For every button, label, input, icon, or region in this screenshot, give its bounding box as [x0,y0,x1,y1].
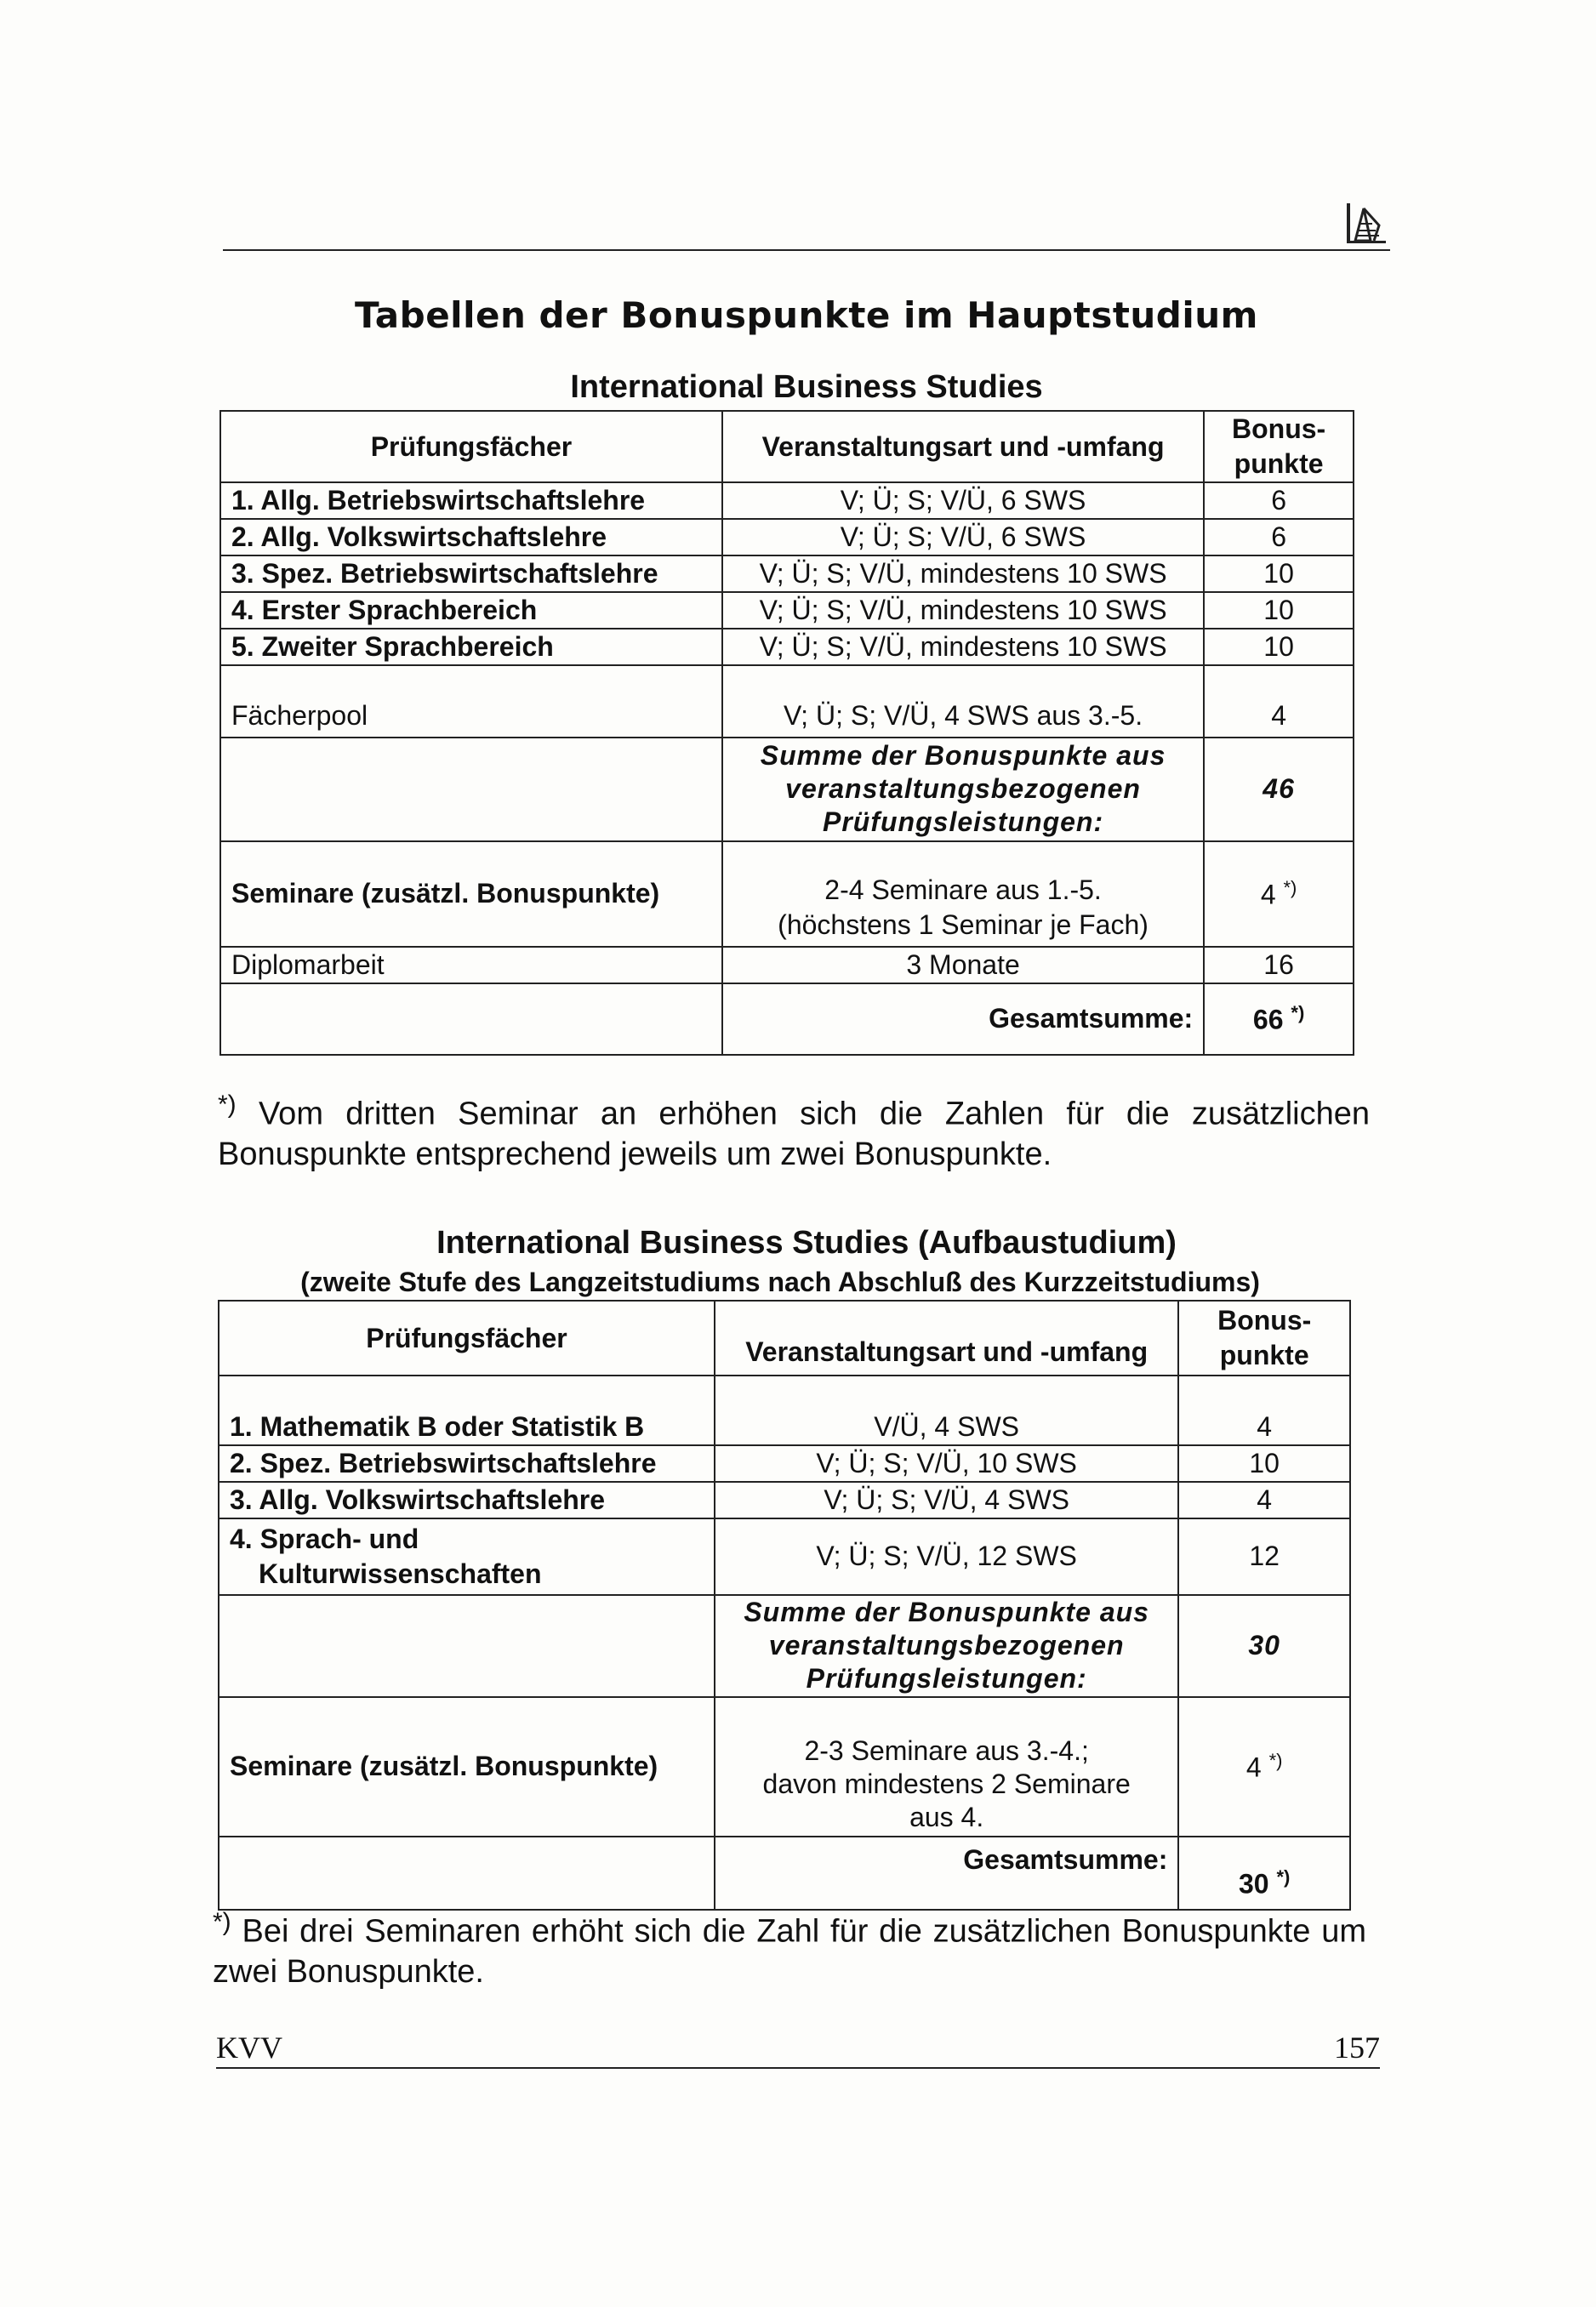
empty-cell [219,1595,715,1697]
seminar-row [220,841,1354,947]
footnote-mark: *) [1283,876,1297,898]
type-cell [722,841,1204,947]
subject-cell: Seminare (zusätzl. Bonuspunkte) [220,841,722,947]
type-cell: V; Ü; S; V/Ü, mindestens 10 SWS [722,592,1204,629]
type-cell: V; Ü; S; V/Ü, 6 SWS [722,482,1204,519]
subject-cell: Diplomarbeit [220,947,722,983]
table2-header-points: Bonus-punkte [1178,1301,1350,1376]
bonus-table-2 [218,1300,1351,1911]
table-row [220,519,1354,555]
sum-value: 46 [1204,738,1354,841]
type-cell: V; Ü; S; V/Ü, 4 SWS [715,1482,1178,1518]
sum-row [220,738,1354,841]
points-cell: 10 [1204,629,1354,665]
seminar-row [219,1697,1350,1837]
table1-header-points: Bonus-punkte [1204,411,1354,482]
points-cell [1204,841,1354,947]
tower-logo-icon [1345,200,1388,246]
subject-cell: 4. Erster Sprachbereich [220,592,722,629]
sum-label: Summe der Bonuspunkte aus veranstaltungsbezogenen Prüfungsleistungen: [722,738,1204,841]
total-row [220,983,1354,1055]
table-row [219,1376,1350,1445]
header-rule [223,249,1390,251]
footnote-mark: *) [213,1908,231,1936]
sum-label: Summe der Bonuspunkte aus veranstaltungsbezogenen Prüfungsleistungen: [715,1595,1178,1697]
subject-cell: 1. Allg. Betriebswirtschaftslehre [220,482,722,519]
table2-footnote [213,1906,1366,1993]
type-cell: 3 Monate [722,947,1204,983]
page-footer [216,2023,1380,2069]
points-value: 4 [1245,1752,1262,1783]
page-number: 157 [1334,2031,1380,2065]
table-row [220,947,1354,983]
empty-cell [220,738,722,841]
table1-subtitle: International Business Studies [570,369,1043,405]
type-cell: V; Ü; S; V/Ü, 12 SWS [715,1518,1178,1595]
points-cell: 10 [1204,555,1354,592]
footnote-text: Vom dritten Seminar an erhöhen sich die Zahlen für die zusätzlichen Bonuspunkte entsprechend jeweils um zwei Bonuspunkte. [218,1096,1371,1173]
table-row [219,1518,1350,1595]
empty-cell [219,1837,715,1910]
table-row [220,592,1354,629]
type-cell: V; Ü; S; V/Ü, mindestens 10 SWS [722,629,1204,665]
subject-cell: 3. Allg. Volkswirtschaftslehre [219,1482,715,1518]
points-cell: 6 [1204,519,1354,555]
points-cell: 4 [1204,665,1354,738]
table2-header-type: Veranstaltungsart und -umfang [715,1301,1178,1376]
subject-cell: 3. Spez. Betriebswirtschaftslehre [220,555,722,592]
table-row [220,482,1354,519]
subject-cell: Fächerpool [220,665,722,738]
table2-header-subjects: Prüfungsfächer [219,1301,715,1376]
subject-cell [219,1518,715,1595]
empty-cell [220,983,722,1055]
table-row [219,1445,1350,1482]
footer-label: KVV [216,2031,282,2065]
table1-header-type: Veranstaltungsart und -umfang [722,411,1204,482]
type-cell: V; Ü; S; V/Ü, 4 SWS aus 3.-5. [722,665,1204,738]
type-line: davon mindestens 2 Seminare [762,1768,1131,1799]
type-line: 2-4 Seminare aus 1.-5. [824,874,1102,905]
type-cell: V; Ü; S; V/Ü, mindestens 10 SWS [722,555,1204,592]
table-row [220,555,1354,592]
total-value: 66 [1252,1004,1284,1035]
points-cell: 4 [1178,1482,1350,1518]
subject-cell: 5. Zweiter Sprachbereich [220,629,722,665]
total-value-cell [1178,1837,1350,1910]
footnote-mark: *) [1276,1866,1291,1888]
sum-value: 30 [1178,1595,1350,1697]
total-label: Gesamtsumme: [715,1837,1178,1910]
subject-line: 4. Sprach- und [230,1523,419,1554]
table1-header-subjects: Prüfungsfächer [220,411,722,482]
table2-subtitle-2: (zweite Stufe des Langzeitstudiums nach Abschluß des Kurzzeitstudiums) [300,1267,1260,1297]
table-row [220,629,1354,665]
points-value: 4 [1260,879,1276,910]
points-cell: 10 [1204,592,1354,629]
type-line: aus 4. [909,1801,984,1832]
points-cell: 10 [1178,1445,1350,1482]
total-value-cell [1204,983,1354,1055]
type-cell [715,1697,1178,1837]
table2-subtitle: International Business Studies (Aufbaustudium) [436,1225,1177,1261]
points-cell [1178,1697,1350,1837]
total-label: Gesamtsumme: [722,983,1204,1055]
type-cell: V; Ü; S; V/Ü, 6 SWS [722,519,1204,555]
type-cell: V; Ü; S; V/Ü, 10 SWS [715,1445,1178,1482]
page-title: Tabellen der Bonuspunkte im Hauptstudium [355,294,1258,336]
points-cell: 4 [1178,1376,1350,1445]
points-cell: 6 [1204,482,1354,519]
subject-cell: 1. Mathematik B oder Statistik B [219,1376,715,1445]
subject-line: Kulturwissenschaften [259,1558,542,1589]
table-row [219,1482,1350,1518]
type-line: (höchstens 1 Seminar je Fach) [778,909,1149,940]
subject-cell: 2. Allg. Volkswirtschaftslehre [220,519,722,555]
footnote-mark: *) [218,1091,237,1119]
total-value: 30 [1238,1868,1269,1900]
footnote-text: Bei drei Seminaren erhöht sich die Zahl für die zusätzlichen Bonuspunkte um zwei Bonuspunkte. [213,1913,1366,1991]
table1-footnote [218,1089,1370,1176]
type-line: 2-3 Seminare aus 3.-4.; [804,1735,1089,1766]
footnote-mark: *) [1291,1001,1305,1023]
subject-cell: Seminare (zusätzl. Bonuspunkte) [219,1697,715,1837]
table-row [220,665,1354,738]
footnote-mark: *) [1268,1749,1283,1771]
points-cell: 12 [1178,1518,1350,1595]
sum-row [219,1595,1350,1697]
total-row [219,1837,1350,1910]
subject-cell: 2. Spez. Betriebswirtschaftslehre [219,1445,715,1482]
points-cell: 16 [1204,947,1354,983]
bonus-table-1 [219,410,1354,1056]
type-cell: V/Ü, 4 SWS [715,1376,1178,1445]
